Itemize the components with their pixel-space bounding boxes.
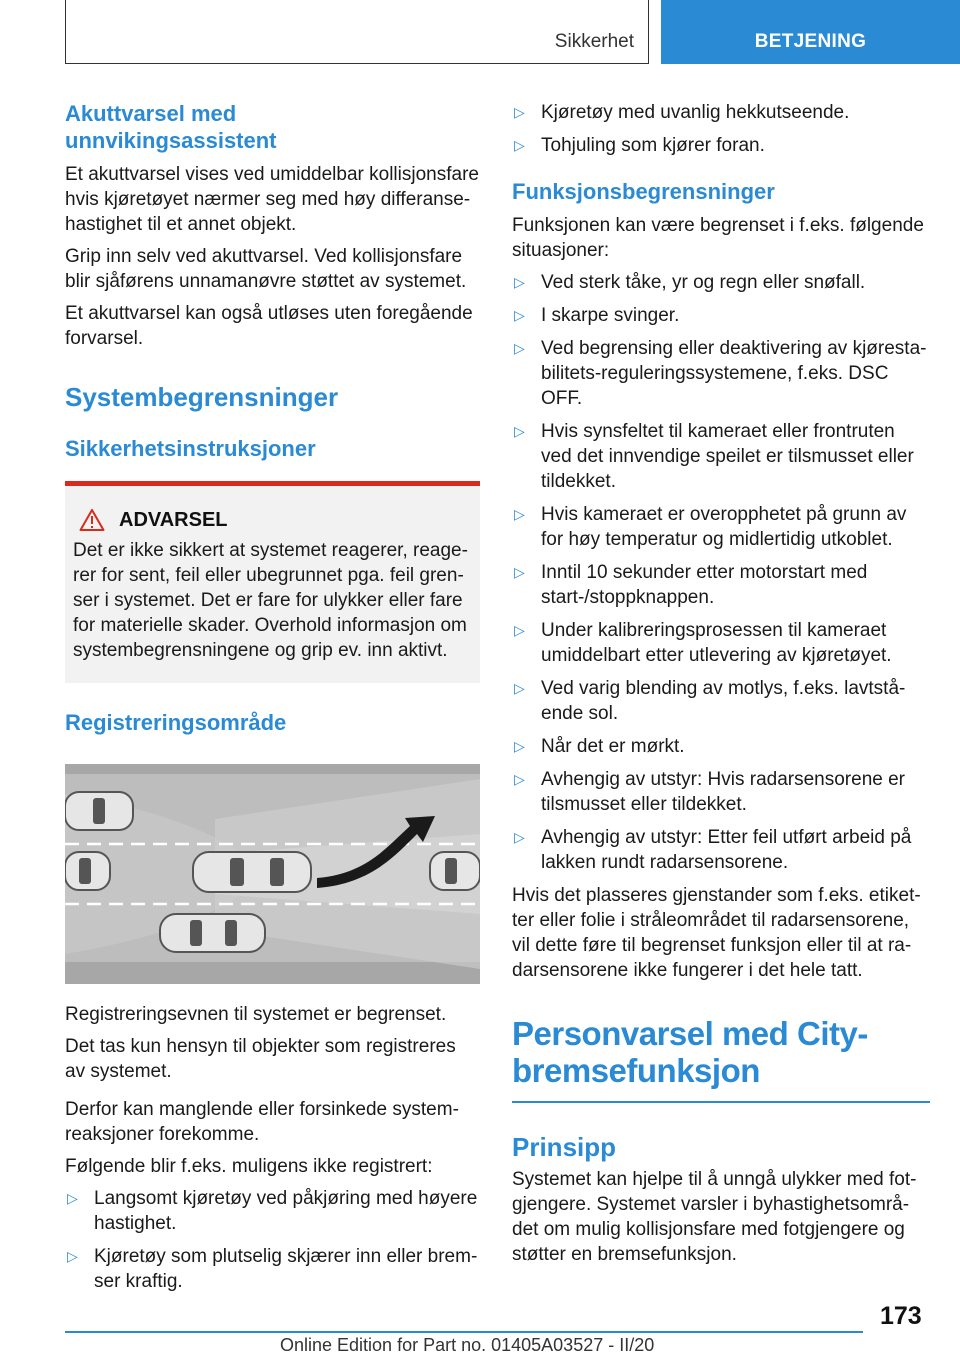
bullet-list bbox=[512, 100, 930, 158]
list-item: ▷ Inntil 10 sekunder etter motorstart med start-/stoppknappen. bbox=[514, 562, 868, 608]
header-chapter-label: BETJENING bbox=[754, 31, 867, 52]
header-section-box bbox=[65, 0, 649, 64]
list-item: ▷ Når det er mørkt. bbox=[514, 736, 685, 757]
bullet-triangle-icon: ▷ bbox=[514, 340, 525, 356]
warning-triangle-icon bbox=[79, 508, 105, 532]
list-item: ▷ Ved sterk tåke, yr og regn eller snøfall. bbox=[514, 272, 866, 293]
footer-edition-text: Online Edition for Part no. 01405A03527 - II/20 bbox=[280, 1335, 655, 1355]
list-item: ▷ Kjøretøy med uvanlig hekkutseende. bbox=[514, 102, 850, 123]
paragraph: Et akuttvarsel vises ved umiddelbar kollisjonsfare hvis kjøretøyet nærmer seg med høy differanse-hastighet til et annet objekt. bbox=[65, 164, 479, 235]
list-item: ▷ Avhengig av utstyr: Hvis radarsensorene er tilsmusset eller tildekket. bbox=[514, 769, 905, 815]
paragraph: Følgende blir f.eks. muligens ikke registrert: bbox=[65, 1156, 433, 1177]
bullet-list bbox=[512, 270, 930, 875]
paragraph: Registreringsevnen til systemet er begrenset. bbox=[65, 1004, 447, 1025]
list-item: ▷ Ved varig blending av motlys, f.eks. lavtstå-ende sol. bbox=[514, 678, 906, 724]
paragraph: Grip inn selv ved akuttvarsel. Ved kollisjonsfare blir sjåførens unnamanøvre støttet av systemet. bbox=[65, 246, 467, 292]
right-column bbox=[512, 100, 930, 1274]
bullet-triangle-icon: ▷ bbox=[514, 829, 525, 845]
paragraph: Hvis det plasseres gjenstander som f.eks. etiket-ter eller folie i stråleområdet til radarsensorene, vil dette føre til begrenset funksjon eller til at ra-darsensorene ikke fungerer i det hele tatt. bbox=[512, 885, 921, 981]
list-item: ▷ Hvis synsfeltet til kameraet eller frontruten ved det innvendige speilet er tilsmusset eller tildekket. bbox=[514, 421, 914, 492]
heading-systembegrensninger: Systembegrensninger bbox=[65, 382, 339, 412]
heading-registreringsomrade: Registreringsområde bbox=[65, 710, 287, 735]
bullet-triangle-icon: ▷ bbox=[514, 506, 525, 522]
footer-divider bbox=[65, 1331, 863, 1333]
bullet-triangle-icon: ▷ bbox=[514, 104, 525, 120]
section-divider bbox=[512, 1101, 930, 1103]
heading-sikkerhetsinstruksjoner: Sikkerhetsinstruksjoner bbox=[65, 436, 316, 461]
bullet-triangle-icon: ▷ bbox=[514, 564, 525, 580]
list-item: ▷ Langsomt kjøretøy ved påkjøring med høyere hastighet. bbox=[67, 1188, 478, 1234]
paragraph: Derfor kan manglende eller forsinkede system-reaksjoner forekomme. bbox=[65, 1099, 459, 1145]
bullet-triangle-icon: ▷ bbox=[514, 137, 525, 153]
bullet-triangle-icon: ▷ bbox=[514, 307, 525, 323]
list-item: ▷ I skarpe svinger. bbox=[514, 305, 680, 326]
bullet-triangle-icon: ▷ bbox=[514, 680, 525, 696]
heading-prinsipp: Prinsipp bbox=[512, 1131, 617, 1162]
list-item: ▷ Hvis kameraet er overopphetet på grunn av for høy temperatur og midlertidig utkoblet. bbox=[514, 504, 907, 550]
road-illustration-svg bbox=[65, 764, 480, 984]
bullet-triangle-icon: ▷ bbox=[514, 423, 525, 439]
header-section-title: Sikkerhet bbox=[554, 31, 634, 52]
heading-akuttvarsel: Akuttvarsel med unnvikingsassistent bbox=[65, 101, 277, 153]
warning-text: Det er ikke sikkert at systemet reagerer, reage-rer for sent, feil eller ubegrunnet pga. feil gren-ser i systemet. Det er fare for ulykker eller fare for materielle skader. Overhold informasjon om systembegrensningene og grip ev. inn aktivt. bbox=[73, 540, 468, 661]
paragraph: Det tas kun hensyn til objekter som registreres av systemet. bbox=[65, 1036, 456, 1082]
list-item: ▷ Under kalibreringsprosessen til kameraet umiddelbart etter utlevering av kjøretøyet. bbox=[514, 620, 892, 666]
paragraph: Systemet kan hjelpe til å unngå ulykker med fot-gjengere. Systemet varsler i byhastighetsområ-det om mulig kollisjonsfare med fotgjengere og støtter en bremsefunksjon. bbox=[512, 1168, 917, 1265]
warning-box bbox=[65, 481, 480, 683]
paragraph: Funksjonen kan være begrenset i f.eks. følgende situasjoner: bbox=[512, 215, 924, 261]
warning-title: ADVARSEL bbox=[119, 508, 228, 531]
heading-funksjonsbegrensninger: Funksjonsbegrensninger bbox=[512, 179, 775, 204]
bullet-triangle-icon: ▷ bbox=[514, 622, 525, 638]
detection-area-illustration bbox=[65, 764, 480, 984]
bullet-triangle-icon: ▷ bbox=[514, 738, 525, 754]
page-number: 173 bbox=[880, 1302, 922, 1330]
paragraph: Et akuttvarsel kan også utløses uten foregående forvarsel. bbox=[65, 303, 473, 349]
list-item: ▷ Kjøretøy som plutselig skjærer inn eller brem-ser kraftig. bbox=[67, 1246, 478, 1292]
bullet-triangle-icon: ▷ bbox=[67, 1248, 78, 1264]
list-item: ▷ Ved begrensing eller deaktivering av kjøresta-bilitets-reguleringssystemene, f.eks. DSC OFF. bbox=[514, 338, 927, 409]
bullet-triangle-icon: ▷ bbox=[514, 274, 525, 290]
header-chapter-tab[interactable] bbox=[661, 0, 960, 64]
list-item: ▷ Tohjuling som kjører foran. bbox=[514, 135, 765, 156]
list-item: ▷ Avhengig av utstyr: Etter feil utført arbeid på lakken rundt radarsensorene. bbox=[514, 827, 912, 873]
left-column bbox=[65, 100, 480, 1302]
bullet-list bbox=[65, 1186, 480, 1294]
heading-personvarsel: Personvarsel med City-bremsefunksjon bbox=[512, 1015, 868, 1089]
bullet-triangle-icon: ▷ bbox=[67, 1190, 78, 1206]
bullet-triangle-icon: ▷ bbox=[514, 771, 525, 787]
